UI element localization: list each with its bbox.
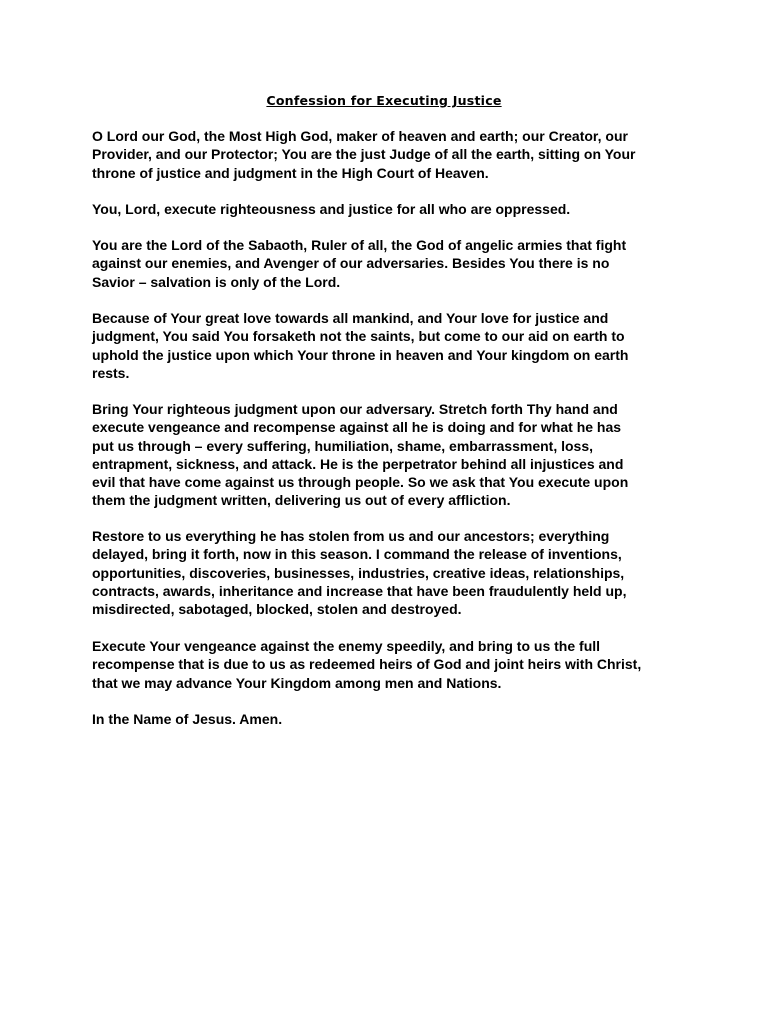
paragraph-line: against our enemies, and Avenger of our adversaries. Besides You there is no [92, 255, 610, 272]
paragraph-line: entrapment, sickness, and attack. He is the perpetrator behind all injustices and [92, 455, 624, 472]
paragraph-line: O Lord our God, the Most High God, maker of heaven and earth; our Creator, our [92, 128, 628, 144]
paragraph-line: that we may advance Your Kingdom among men and Nations. [92, 674, 502, 691]
paragraph-6 [92, 527, 692, 618]
paragraph-line: evil that have come against us through people. So we ask that You execute upon [92, 474, 629, 491]
paragraph-line: throne of justice and judgment in the High Court of Heaven. [92, 164, 489, 181]
paragraph-8 [92, 710, 692, 728]
paragraph-line: You, Lord, execute righteousness and justice for all who are oppressed. [92, 201, 571, 217]
paragraph-line: Because of Your great love towards all mankind, and Your love for justice and [92, 310, 609, 326]
paragraph-2 [92, 200, 692, 218]
paragraph-line: put us through – every suffering, humiliation, shame, embarrassment, loss, [92, 437, 594, 454]
paragraph-line: execute vengeance and recompense against all he is doing and for what he has [92, 419, 622, 436]
paragraph-line: delayed, bring it forth, now in this season. I command the release of inventions, [92, 546, 622, 563]
paragraph-line: them the judgment written, delivering us out of every affliction. [92, 492, 511, 509]
paragraph-5 [92, 400, 692, 510]
paragraph-1 [92, 127, 692, 182]
paragraph-line: In the Name of Jesus. Amen. [92, 711, 283, 727]
paragraph-line: Provider, and our Protector; You are the just Judge of all the earth, sitting on Your [92, 146, 636, 163]
paragraph-line: Execute Your vengeance against the enemy speedily, and bring to us the full [92, 638, 601, 654]
paragraph-line: recompense that is due to us as redeemed heirs of God and joint heirs with Christ, [92, 656, 642, 673]
paragraph-3 [92, 236, 692, 291]
paragraph-line: Bring Your righteous judgment upon our adversary. Stretch forth Thy hand and [92, 401, 618, 417]
paragraph-4 [92, 309, 692, 382]
paragraph-7 [92, 637, 692, 692]
paragraph-line: rests. [92, 364, 130, 381]
paragraph-line: Savior – salvation is only of the Lord. [92, 273, 341, 290]
paragraph-line: uphold the justice upon which Your throne in heaven and Your kingdom on earth [92, 346, 629, 363]
paragraph-line: opportunities, discoveries, businesses, industries, creative ideas, relationships, [92, 564, 625, 581]
paragraph-line: judgment, You said You forsaketh not the saints, but come to our aid on earth to [92, 328, 625, 345]
paragraph-line: Restore to us everything he has stolen from us and our ancestors; everything [92, 528, 610, 544]
paragraph-line: You are the Lord of the Sabaoth, Ruler of all, the God of angelic armies that fight [92, 237, 627, 253]
paragraph-line: misdirected, sabotaged, blocked, stolen and destroyed. [92, 601, 462, 618]
paragraph-line: contracts, awards, inheritance and increase that have been fraudulently held up, [92, 582, 627, 599]
document-title: Confession for Executing Justice [266, 93, 502, 108]
